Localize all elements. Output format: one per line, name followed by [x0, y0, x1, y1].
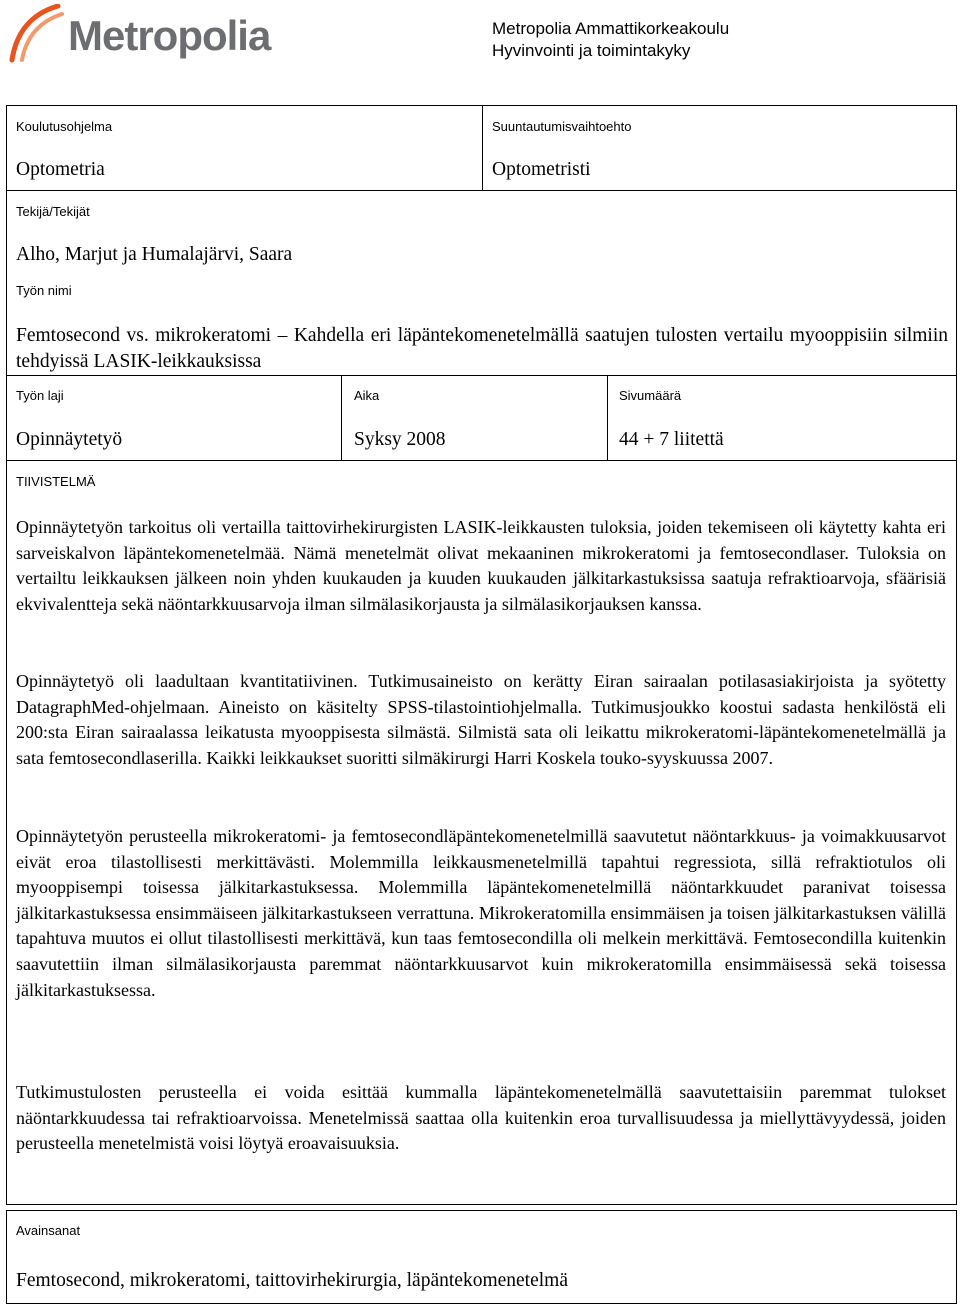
logo-wordmark: Metropolia: [68, 12, 271, 59]
time-label: Aika: [354, 388, 380, 403]
divider: [482, 105, 483, 190]
divider: [341, 375, 342, 460]
divider: [6, 375, 957, 376]
keywords-label: Avainsanat: [16, 1223, 81, 1238]
type-label: Työn laji: [16, 388, 64, 403]
keywords-value: Femtosecond, mikrokeratomi, taittovirhekirurgia, läpäntekomenetelmä: [16, 1270, 568, 1291]
abstract-paragraph: Tutkimustulosten perusteella ei voida esittää kummalla läpäntekomenetelmällä saavutettaisiin paremmat tulokset näöntarkkuudessa tai refraktioarvoissa. Menetelmissä saattaa olla kuitenkin eroa turvallisuudessa ja miellyttävyydessä, joiden perusteella menetelmistä voisi löytyä eroavaisuuksia.: [16, 1082, 946, 1154]
abstract-paragraph: Opinnäytetyön perusteella mikrokeratomi- ja femtosecondläpäntekomenetelmillä saavutetut näöntarkkuus- ja voimakkuusarvot eivät eroa tilastollisesti merkittävästi. Molemmilla leikkausmenetelmillä tapahtui regressiota, sillä refraktiotulos oli myooppisempi toisessa jälkitarkastuksessa. Molemmilla läpäntekomenetelmillä näöntarkkuudet paranivat toisessa jälkitarkastuksessa ensimmäiseen jälkitarkastukseen verrattuna. Mikrokeratomilla ensimmäisen ja toisen jälkitarkastuksen välillä tapahtuva muutos ei ollut tilastollisesti merkittävä, kun taas femtosecondilla oli melkein merkittävä. Femtosecondilla kuitenkin saavutettiin ilman silmälasikorjausta paremmat näöntarkkuusarvot kuin mikrokeratomilla ensimmäisessä sekä toisessa jälkitarkastuksessa.: [16, 826, 946, 1000]
orientation-label: Suuntautumisvaihtoehto: [492, 119, 632, 134]
logo-swoosh-icon: [6, 4, 66, 64]
title-label: Työn nimi: [16, 283, 72, 298]
abstract-paragraph: Opinnäytetyö oli laadultaan kvantitatiivinen. Tutkimusaineisto on kerätty Eiran sairaalan potilasasiakirjoista ja syötetty DatagraphMed-ohjelmaan. Aineisto on käsitelty SPSS-tilastointiohjelmalla. Tutkimusjoukko koostui sadasta henkilöstä eli 200:sta Eiran sairaalassa leikatusta myooppisesta silmästä. Silmistä sata oli leikattu mikrokeratomi-läpäntekomenetelmällä ja sata femtosecondlaserilla. Kaikki leikkaukset suoritti silmäkirurgi Harri Koskela touko-syyskuussa 2007.: [16, 671, 946, 768]
divider: [6, 460, 957, 461]
department-name: Hyvinvointi ja toimintakyky: [492, 41, 691, 60]
institution-info: [492, 18, 729, 62]
authors-label: Tekijä/Tekijät: [16, 204, 90, 219]
metropolia-logo: [6, 4, 276, 64]
abstract-form: [6, 105, 957, 1205]
type-value: Opinnäytetyö: [16, 429, 123, 450]
program-label: Koulutusohjelma: [16, 119, 113, 134]
orientation-value: Optometristi: [492, 159, 591, 180]
program-value: Optometria: [16, 159, 105, 180]
thesis-title: Femtosecond vs. mikrokeratomi – Kahdella eri läpäntekomenetelmällä saatujen tulosten vertailu myooppisiin silmiin tehdyissä LASIK-leikkauksissa: [16, 325, 948, 372]
time-value: Syksy 2008: [354, 429, 446, 450]
abstract-paragraph: Opinnäytetyön tarkoitus oli vertailla taittovirhekirurgisten LASIK-leikkausten tuloksia, joiden tekemiseen oli käytetty kahta eri sarveiskalvon läpäntekomenetelmää. Nämä menetelmät olivat mekaaninen mikrokeratomi ja femtosecondlaser. Tuloksia on vertailtu leikkauksen jälkeen noin yhden kuukauden ja kuuden kuukauden jälkitarkastuksissa saatuja refraktioarvoja, sfäärisiä ekvivalentteja sekä näöntarkkuusarvoja ilman silmälasikorjausta ja silmälasikorjauksen kanssa.: [16, 517, 946, 614]
pages-value: 44 + 7 liitettä: [619, 429, 724, 450]
institution-name: Metropolia Ammattikorkeakoulu: [492, 19, 730, 38]
authors-value: Alho, Marjut ja Humalajärvi, Saara: [16, 244, 293, 265]
divider: [6, 190, 957, 191]
abstract-label: TIIVISTELMÄ: [16, 474, 96, 489]
divider: [607, 375, 608, 460]
pages-label: Sivumäärä: [619, 388, 682, 403]
